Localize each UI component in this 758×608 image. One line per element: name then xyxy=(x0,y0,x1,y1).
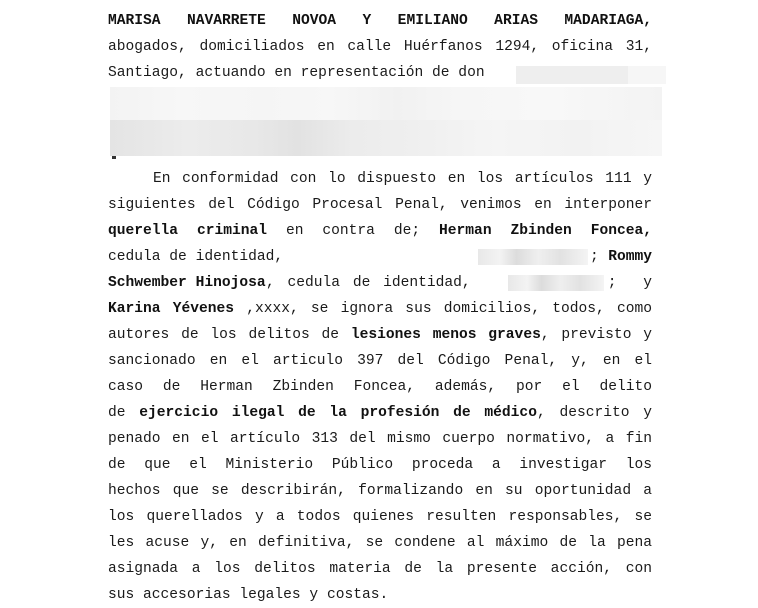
body-line-17 xyxy=(108,582,652,608)
body-text: ,xxxx, se ignora sus domicilios, todos, como xyxy=(234,301,652,317)
body-text: en contra de; xyxy=(267,223,440,239)
body-text: , descrito y xyxy=(536,405,653,421)
body-text: los querellados y a todos quienes resulten responsables, se xyxy=(108,509,652,525)
body-line-14 xyxy=(108,504,652,530)
body-text: siguientes del Código Procesal Penal, venimos en interponer xyxy=(108,197,652,213)
body-line-6 xyxy=(108,296,652,322)
body-line-9 xyxy=(108,374,652,400)
body-line-1 xyxy=(108,166,652,192)
body-text: ; xyxy=(590,249,599,265)
body-text: de xyxy=(108,405,140,421)
body-line-3 xyxy=(108,218,652,244)
body-line-10 xyxy=(108,400,652,426)
body-text: , cedula de identidad, xyxy=(266,275,471,291)
body-line-4 xyxy=(108,244,652,270)
body-line-7 xyxy=(108,322,652,348)
body-line-2 xyxy=(108,192,652,218)
body-text: cedula de identidad, xyxy=(108,249,284,265)
body-line-13 xyxy=(108,478,652,504)
body-line-11 xyxy=(108,426,652,452)
body-text: penado en el artículo 313 del mismo cuerpo normativo, a fin xyxy=(108,431,652,447)
body-text: sus accesorias legales y costas. xyxy=(108,587,389,603)
body-line-16 xyxy=(108,556,652,582)
body-text: de que el Ministerio Público proceda a investigar los xyxy=(108,457,652,473)
defendant-name-2-first: Rommy xyxy=(608,249,652,265)
defendant-name-1: Herman Zbinden Foncea, xyxy=(439,223,653,239)
body-text: caso de Herman Zbinden Foncea, además, por el delito xyxy=(108,379,652,395)
body-text: les acuse y, en definitiva, se condene al máximo de la pena xyxy=(108,535,652,551)
body-text: ; y xyxy=(607,275,652,291)
bold-querella-criminal: querella criminal xyxy=(108,223,268,239)
redacted-client-name-tail xyxy=(628,66,666,84)
redacted-id-1 xyxy=(478,249,588,265)
representation-text: Santiago, actuando en representación de don xyxy=(108,65,485,81)
body-text: , previsto y xyxy=(540,327,652,343)
redacted-id-2 xyxy=(508,275,604,291)
bold-crime-1: lesiones menos graves xyxy=(350,327,541,343)
bold-crime-2: ejercicio ilegal de la profesión de médico xyxy=(139,405,537,421)
intro-line-1 xyxy=(108,8,652,34)
body-text: sancionado en el articulo 397 del Código Penal, y, en el xyxy=(108,353,652,369)
body-line-5 xyxy=(108,270,652,296)
body-text: hechos que se describirán, formalizando en su oportunidad a xyxy=(108,483,652,499)
intro-line-2 xyxy=(108,34,652,60)
body-line-8 xyxy=(108,348,652,374)
attorney-names: MARISA NAVARRETE NOVOA Y EMILIANO ARIAS MADARIAGA, xyxy=(108,13,652,29)
body-line-12 xyxy=(108,452,652,478)
defendant-name-3: Karina Yévenes xyxy=(108,301,235,317)
body-line-15 xyxy=(108,530,652,556)
attorney-address: abogados, domiciliados en calle Huérfanos 1294, oficina 31, xyxy=(108,39,652,55)
body-text: En conformidad con lo dispuesto en los artículos 111 y xyxy=(153,171,652,187)
redacted-block-row-2 xyxy=(110,120,662,156)
redacted-client-name xyxy=(516,66,628,84)
body-text: autores de los delitos de xyxy=(108,327,351,343)
redacted-block-row-1 xyxy=(110,87,662,120)
defendant-name-2-last: Schwember Hinojosa xyxy=(108,275,266,291)
body-text: asignada a los delitos materia de la presente acción, con xyxy=(108,561,652,577)
redacted-punctuation xyxy=(112,156,116,159)
